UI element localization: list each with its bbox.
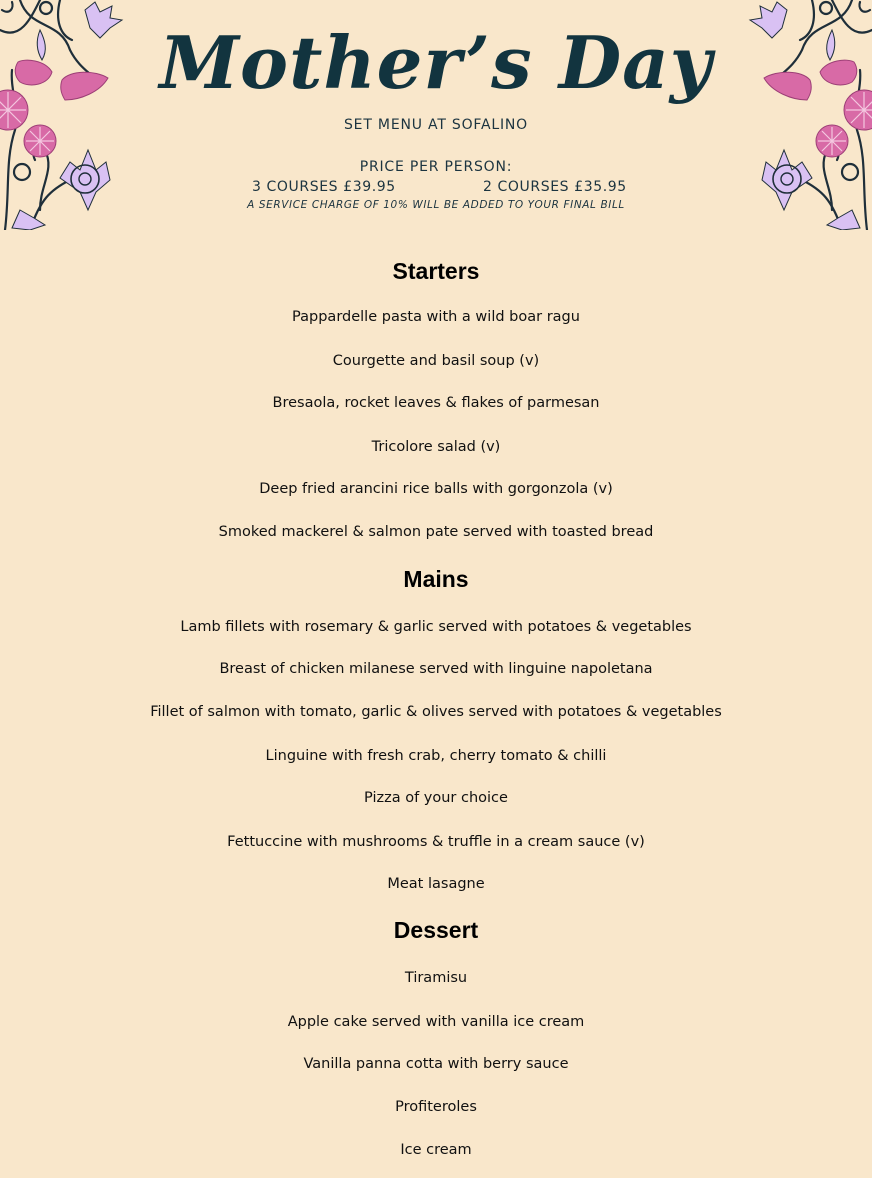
menu-title: Mother’s Day [159, 20, 713, 105]
menu-item: Tricolore salad (v) [371, 439, 501, 455]
menu-item: Breast of chicken milanese served with linguine napoletana [219, 661, 653, 677]
menu-item: Pizza of your choice [364, 790, 508, 806]
price-label: PRICE PER PERSON: [359, 159, 513, 175]
menu-item: Vanilla panna cotta with berry sauce [303, 1056, 569, 1072]
service-charge-note: A SERVICE CHARGE OF 10% WILL BE ADDED TO YOUR FINAL BILL [247, 199, 625, 211]
menu-item: Pappardelle pasta with a wild boar ragu [292, 309, 580, 325]
section-title-dessert: Dessert [393, 917, 479, 943]
menu-item: Apple cake served with vanilla ice cream [287, 1014, 585, 1030]
price-3-courses: 3 COURSES £39.95 [252, 179, 396, 195]
menu-header [0, 0, 872, 230]
menu-item: Fillet of salmon with tomato, garlic & olives served with potatoes & vegetables [150, 704, 722, 720]
price-2-courses: 2 COURSES £35.95 [483, 179, 627, 195]
menu-item: Meat lasagne [387, 876, 485, 892]
menu-item: Fettuccine with mushrooms & truffle in a cream sauce (v) [227, 834, 645, 850]
menu-item: Profiteroles [395, 1099, 477, 1115]
menu-item: Bresaola, rocket leaves & flakes of parmesan [272, 395, 600, 411]
section-title-mains: Mains [403, 566, 469, 592]
menu-item: Courgette and basil soup (v) [332, 353, 540, 369]
menu-item: Smoked mackerel & salmon pate served with toasted bread [218, 524, 654, 540]
section-title-starters: Starters [392, 258, 480, 284]
menu-item: Ice cream [400, 1142, 472, 1158]
menu-item: Deep fried arancini rice balls with gorgonzola (v) [259, 481, 613, 497]
menu-item: Lamb fillets with rosemary & garlic served with potatoes & vegetables [180, 619, 692, 635]
menu-item: Linguine with fresh crab, cherry tomato & chilli [265, 748, 607, 764]
menu-subtitle: SET MENU AT SOFALINO [344, 117, 528, 133]
menu-item: Tiramisu [404, 970, 468, 986]
